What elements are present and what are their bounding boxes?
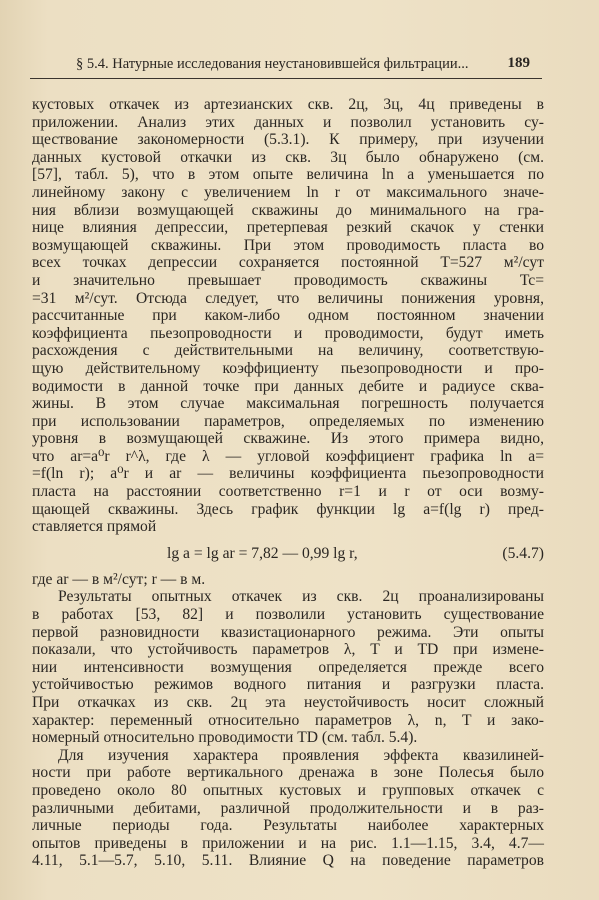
- text-line: Результаты опытных откачек из скв. 2ц проанализированы: [58, 588, 544, 606]
- text-line: 4.11, 5.1—5.7, 5.10, 5.11. Влияние Q на поведение параметров: [32, 852, 544, 870]
- text-line: номерный относительно проводимости TD (см. табл. 5.4).: [32, 729, 418, 747]
- text-line: рассчитанные при каком-либо одном постоянном значении: [32, 307, 544, 325]
- text-line: возмущающей скважины. При этом проводимость пласта во: [32, 236, 544, 254]
- text-line: приложении. Анализ этих данных и позволил установить су-: [32, 113, 544, 131]
- text-line: линейному закону с увеличением ln r от максимального значе-: [32, 183, 544, 201]
- text-line: нице влияния депрессии, претерпевая резкий скачок у стенки: [32, 219, 544, 237]
- paragraph-3: [32, 747, 544, 870]
- formula-line: [32, 536, 544, 571]
- text-line: щающей скважины. Здесь график функции lg a=f(lg r) пред-: [32, 500, 544, 518]
- text-line: уровня в возмущающей скважине. Из этого примера видно,: [32, 430, 544, 448]
- text-line: ставляется прямой: [32, 518, 157, 536]
- header-title: § 5.4. Натурные исследования неустановившейся фильтрации...: [76, 56, 469, 72]
- text-line: данных кустовой откачки из скв. 3ц было обнаружено (см.: [32, 148, 544, 166]
- text-line: что ar=a⁰r r^λ, где λ — угловой коэффициент графика ln a=: [32, 447, 544, 465]
- text-line: нии интенсивности возмущения определяется прежде всего: [32, 658, 544, 676]
- paragraph-1: [32, 96, 544, 536]
- text-line: где ar — в м²/сут; r — в м.: [32, 570, 206, 588]
- text-line: водимости в данной точке при данных дебите и радиусе сква-: [32, 377, 544, 395]
- text-line: устойчивостью режимов водного питания и разгрузки пласта.: [32, 676, 544, 694]
- text-line: пласта на расстоянии соответственно r=1 и r от оси возму-: [32, 483, 544, 501]
- running-header: [30, 54, 542, 79]
- page-body: [32, 96, 544, 870]
- text-line: проведено около 80 опытных кустовых и групповых откачек с: [32, 781, 544, 799]
- text-line: личные периоды года. Результаты наиболее характерных: [32, 817, 544, 835]
- text-line: ществование закономерности (5.3.1). К примеру, при изучении: [32, 131, 544, 149]
- text-line: и значительно превышает проводимость скважины Tc=: [32, 271, 544, 289]
- text-line: характер: переменный относительно параметров λ, n, T и зако-: [32, 711, 544, 729]
- formula-expression: lg a = lg ar = 7,82 — 0,99 lg r,: [167, 544, 358, 562]
- text-line: различными дебитами, различной продолжительности и в раз-: [32, 799, 544, 817]
- text-line: кустовых откачек из артезианских скв. 2ц, 3ц, 4ц приведены в: [32, 96, 544, 113]
- text-line: всех точках депрессии сохраняется постоянной T=527 м²/сут: [32, 254, 544, 272]
- text-line: коэффициента пьезопроводности и проводимости, будут иметь: [32, 324, 544, 342]
- text-line: в работах [53, 82] и позволили установить существование: [32, 606, 544, 624]
- text-line: жины. В этом случае максимальная погрешность получается: [32, 395, 544, 413]
- text-line: ности при работе вертикального дренажа в зоне Полесья было: [32, 764, 544, 782]
- text-line: Для изучения характера проявления эффекта квазилиней-: [58, 746, 544, 764]
- text-line: [57], табл. 5), что в этом опыте величина ln a уменьшается по: [32, 166, 544, 184]
- text-line: =f(ln r); a⁰r и ar — величины коэффициента пьезопроводности: [32, 465, 544, 483]
- text-line: показали, что устойчивость параметров λ, T и TD при измене-: [32, 641, 544, 659]
- text-line: первой разновидности квазистационарного режима. Эти опыты: [32, 623, 544, 641]
- paragraph-2: [32, 588, 544, 746]
- text-line: ния вблизи возмущающей скважины до минимального на гра-: [32, 201, 544, 219]
- text-line: При откачках из скв. 2ц эта неустойчивость носит сложный: [32, 694, 544, 711]
- text-line: =31 м²/сут. Отсюда следует, что величины понижения уровня,: [32, 289, 544, 307]
- text-line: опытов приведены в приложении и на рис. 1.1—1.15, 3.4, 4.7—: [32, 834, 544, 852]
- text-line: при использовании параметров, определяемых по изменению: [32, 412, 544, 430]
- page-number: 189: [507, 55, 530, 71]
- text-line: щую действительному коэффициенту пьезопроводности и про-: [32, 359, 544, 377]
- formula-number: (5.4.7): [502, 544, 544, 562]
- text-line: расхождения с действительными на величину, соответствую-: [32, 342, 544, 360]
